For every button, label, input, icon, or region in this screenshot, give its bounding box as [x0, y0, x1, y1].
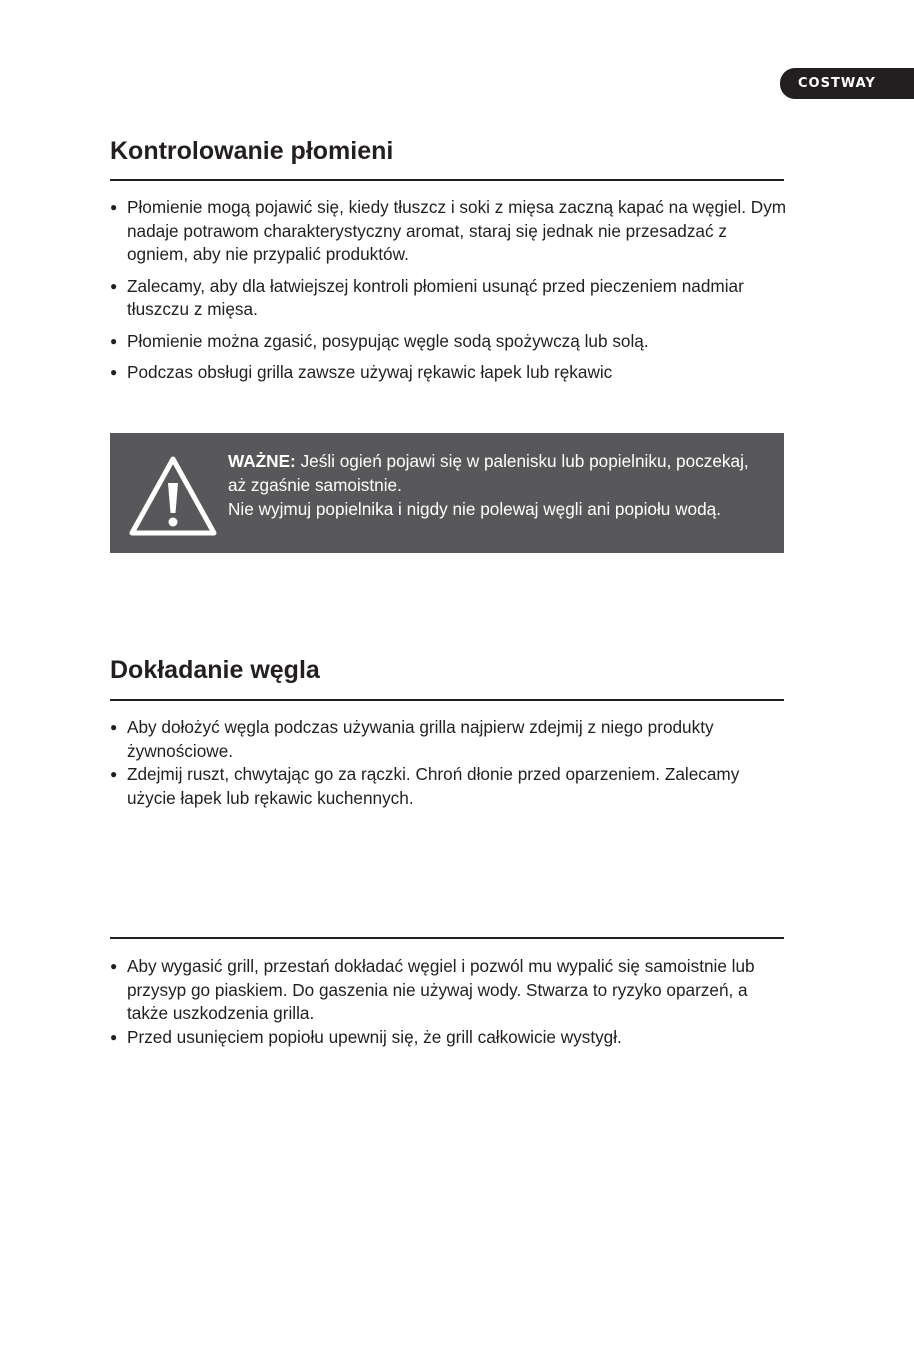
- list-item: ● Aby wygasić grill, przestań dokładać węgiel i pozwól mu wypalić się samoistnie lub przysyp go piaskiem. Do gaszenia nie używaj wody. Stwarza to ryzyko oparzeń, a także uszkodzenia grilla.: [110, 955, 790, 1026]
- brand-logo-text: COSTWAY: [798, 76, 876, 91]
- list-item: ● Podczas obsługi grilla zawsze używaj rękawic łapek lub rękawic: [110, 361, 790, 385]
- warning-triangle-icon: [128, 455, 218, 537]
- section-title-flame-control: Kontrolowanie płomieni: [110, 137, 394, 165]
- warning-text: [228, 449, 768, 521]
- list-item: ● Przed usunięciem popiołu upewnij się, że grill całkowicie wystygł.: [110, 1026, 790, 1050]
- warning-line-1: Jeśli ogień pojawi się w palenisku lub popielniku, poczekaj, aż zgaśnie samoistnie.: [228, 451, 749, 495]
- section-divider: [110, 699, 784, 701]
- important-warning-box: [110, 433, 784, 553]
- extinguishing-list: [110, 955, 790, 1049]
- section-divider: [110, 179, 784, 181]
- list-item: ● Płomienie mogą pojawić się, kiedy tłuszcz i soki z mięsa zaczną kapać na węgiel. Dym nadaje potrawom charakterystyczny aromat, staraj się jednak nie przesadzać z ogniem, aby nie przypalić produktów.: [110, 196, 790, 267]
- brand-logo: [780, 68, 914, 99]
- section-title-adding-charcoal: Dokładanie węgla: [110, 656, 320, 684]
- warning-label: WAŻNE:: [228, 451, 296, 471]
- list-item: ● Płomienie można zgasić, posypując węgle sodą spożywczą lub solą.: [110, 330, 790, 354]
- list-item: ● Zdejmij ruszt, chwytając go za rączki. Chroń dłonie przed oparzeniem. Zalecamy użycie łapek lub rękawic kuchennych.: [110, 763, 790, 810]
- flame-control-list: [110, 196, 790, 393]
- list-item: ● Zalecamy, aby dla łatwiejszej kontroli płomieni usunąć przed pieczeniem nadmiar tłuszczu z mięsa.: [110, 275, 790, 322]
- list-item: ● Aby dołożyć węgla podczas używania grilla najpierw zdejmij z niego produkty żywnościowe.: [110, 716, 790, 763]
- warning-line-2: Nie wyjmuj popielnika i nigdy nie polewaj węgli ani popiołu wodą.: [228, 499, 721, 519]
- section-divider: [110, 937, 784, 939]
- adding-charcoal-list: [110, 716, 790, 810]
